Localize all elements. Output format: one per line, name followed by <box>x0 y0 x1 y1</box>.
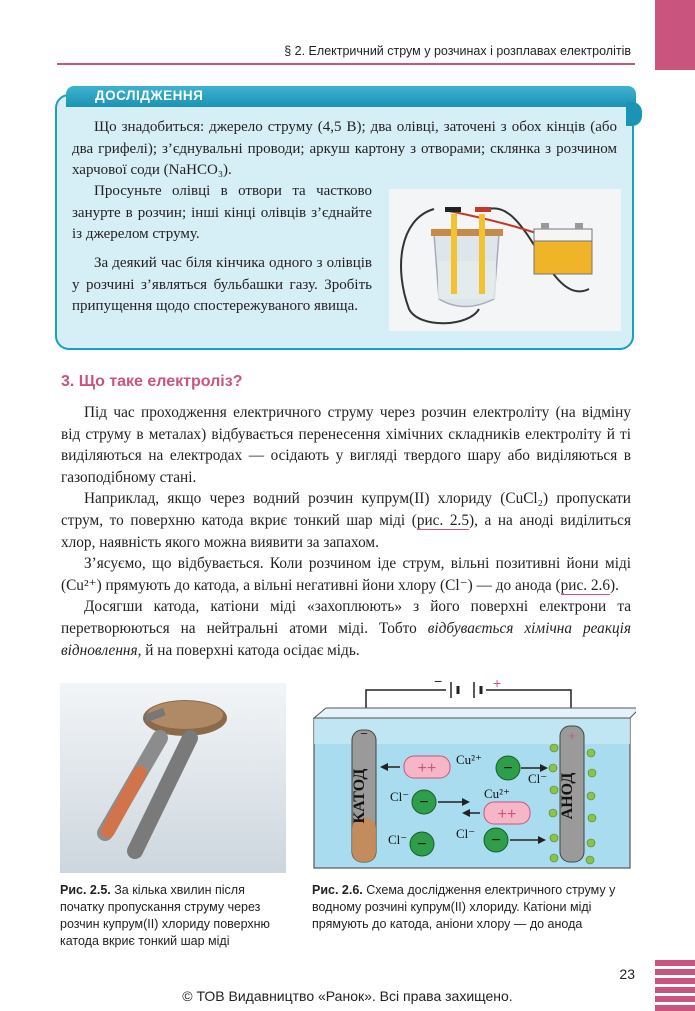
figure-2-6-diagram <box>306 668 636 873</box>
cl-ion-label-4: Cl⁻ <box>456 826 476 841</box>
section-title: 3. Що таке електроліз? <box>61 373 243 390</box>
paragraph-4 <box>61 596 631 661</box>
cathode-label: КАТОД <box>351 768 368 824</box>
electrolysis-diagram <box>306 668 636 873</box>
body-text <box>61 402 631 661</box>
research-paragraph-3: За деякий час біля кінчика одного з олівців у розчині з’являться бульбашки газу. Зробіть припущення щодо спостережуваного явища. <box>72 255 372 315</box>
paragraph-1: Під час проходження електричного струму через розчин електроліту (на відміну від струму в металах) відбувається перенесення хімічних складників електроліту й ті виділяються на електродах — осідають у вигляді твердого шару або виділяються в газоподібному стані. <box>61 404 631 486</box>
edge-tab-marks-top <box>655 0 695 73</box>
cu-ion-label-2: Cu²⁺ <box>484 786 510 801</box>
figure-2-6-caption <box>312 882 634 933</box>
cl-ion-label-1: Cl⁻ <box>528 771 548 786</box>
page-number: 23 <box>619 966 635 982</box>
battery-minus-label: − <box>434 673 443 689</box>
paragraph-3-text: З’ясуємо, що відбувається. Коли розчином іде струм, вільні позитивні йони міді (Cu²⁺) прямують до катода, а вільні негативні йони хлору (Cl⁻) — до анода ( <box>61 555 631 594</box>
cu-ion-label-1: Cu²⁺ <box>456 752 482 767</box>
research-paragraph-2: Просуньте олівці в отвори та частково занурте в розчин; інші кінці олівців з’єднайте із джерелом струму. <box>72 183 372 243</box>
paragraph-2 <box>61 488 631 553</box>
cl-ion-charge-2: − <box>419 794 429 811</box>
figure-2-5-caption-text: За кілька хвилин після початку пропускання струму через розчин купрум(ІІ) хлориду поверхню катода вкриє тонкий шар міді <box>60 883 270 948</box>
cu-ion-charge-1: ++ <box>417 760 437 777</box>
running-header: § 2. Електричний струм у розчинах і розплавах електролітів <box>284 44 631 58</box>
experiment-setup-photo <box>389 189 621 331</box>
cl-ion-label-2: Cl⁻ <box>390 789 410 804</box>
paragraph-3 <box>61 553 631 596</box>
anode-label: АНОД <box>559 772 576 820</box>
anode-sign: + <box>568 728 576 743</box>
paragraph-2-text-end: ), а на аноді виділиться хлор, наявність якого можна виявити за запахом. <box>61 511 631 551</box>
copyright: © ТОВ Видавництво «Ранок». Всі права захищено. <box>182 988 513 1004</box>
research-title: ДОСЛІДЖЕННЯ <box>95 88 204 103</box>
figure-2-6-caption-text: Схема дослідження електричного струму у водному розчині купрум(ІІ) хлориду. Катіони міді прямують до катода, аніони хлору — до анода <box>312 883 616 931</box>
cl-ion-charge-1: − <box>503 760 513 777</box>
figure-2-6-caption-label: Рис. 2.6. <box>312 883 363 897</box>
paragraph-2-text: Наприклад, якщо через водний розчин купрум(ІІ) хлориду (CuCl₂) пропускати струм, то поверхню катода вкриє тонкий шар міді ( <box>61 490 631 529</box>
figure-ref-2-6[interactable]: рис. 2.6 <box>560 576 611 594</box>
cl-ion-charge-4: − <box>491 832 501 849</box>
paragraph-3-text-end: ). <box>610 576 619 594</box>
battery-plus-label: + <box>493 675 502 691</box>
cl-ion-label-3: Cl⁻ <box>388 832 408 847</box>
research-paragraph-1: Що знадобиться: джерело струму (4,5 В); два олівці, заточені з обох кінців (або два грифелі); з’єднувальні проводи; аркуш картону з отворами; склянка з розчином харчової соди (NaHCO₃). <box>72 119 617 179</box>
cu-ion-charge-2: ++ <box>497 806 517 823</box>
paragraph-4-text-end: й на поверхні катода осідає мідь. <box>141 641 360 659</box>
figure-2-5-photo <box>60 683 286 873</box>
cathode-sign: − <box>360 726 368 741</box>
figure-ref-2-5[interactable]: рис. 2.5 <box>416 511 469 529</box>
figure-2-5-caption <box>60 882 290 950</box>
research-tab-end <box>626 102 642 126</box>
paragraph-4-italic: відбувається хімічна реакція відновлення, <box>61 619 631 659</box>
paragraph-4-text: Досягши катода, катіони міді «захоплюють» з його поверхні електрони та перетворюються на нейтральні атоми міді. Тобто <box>61 598 631 637</box>
figure-2-5-caption-label: Рис. 2.5. <box>60 883 111 897</box>
cl-ion-charge-3: − <box>417 836 427 853</box>
header-divider <box>57 63 635 65</box>
